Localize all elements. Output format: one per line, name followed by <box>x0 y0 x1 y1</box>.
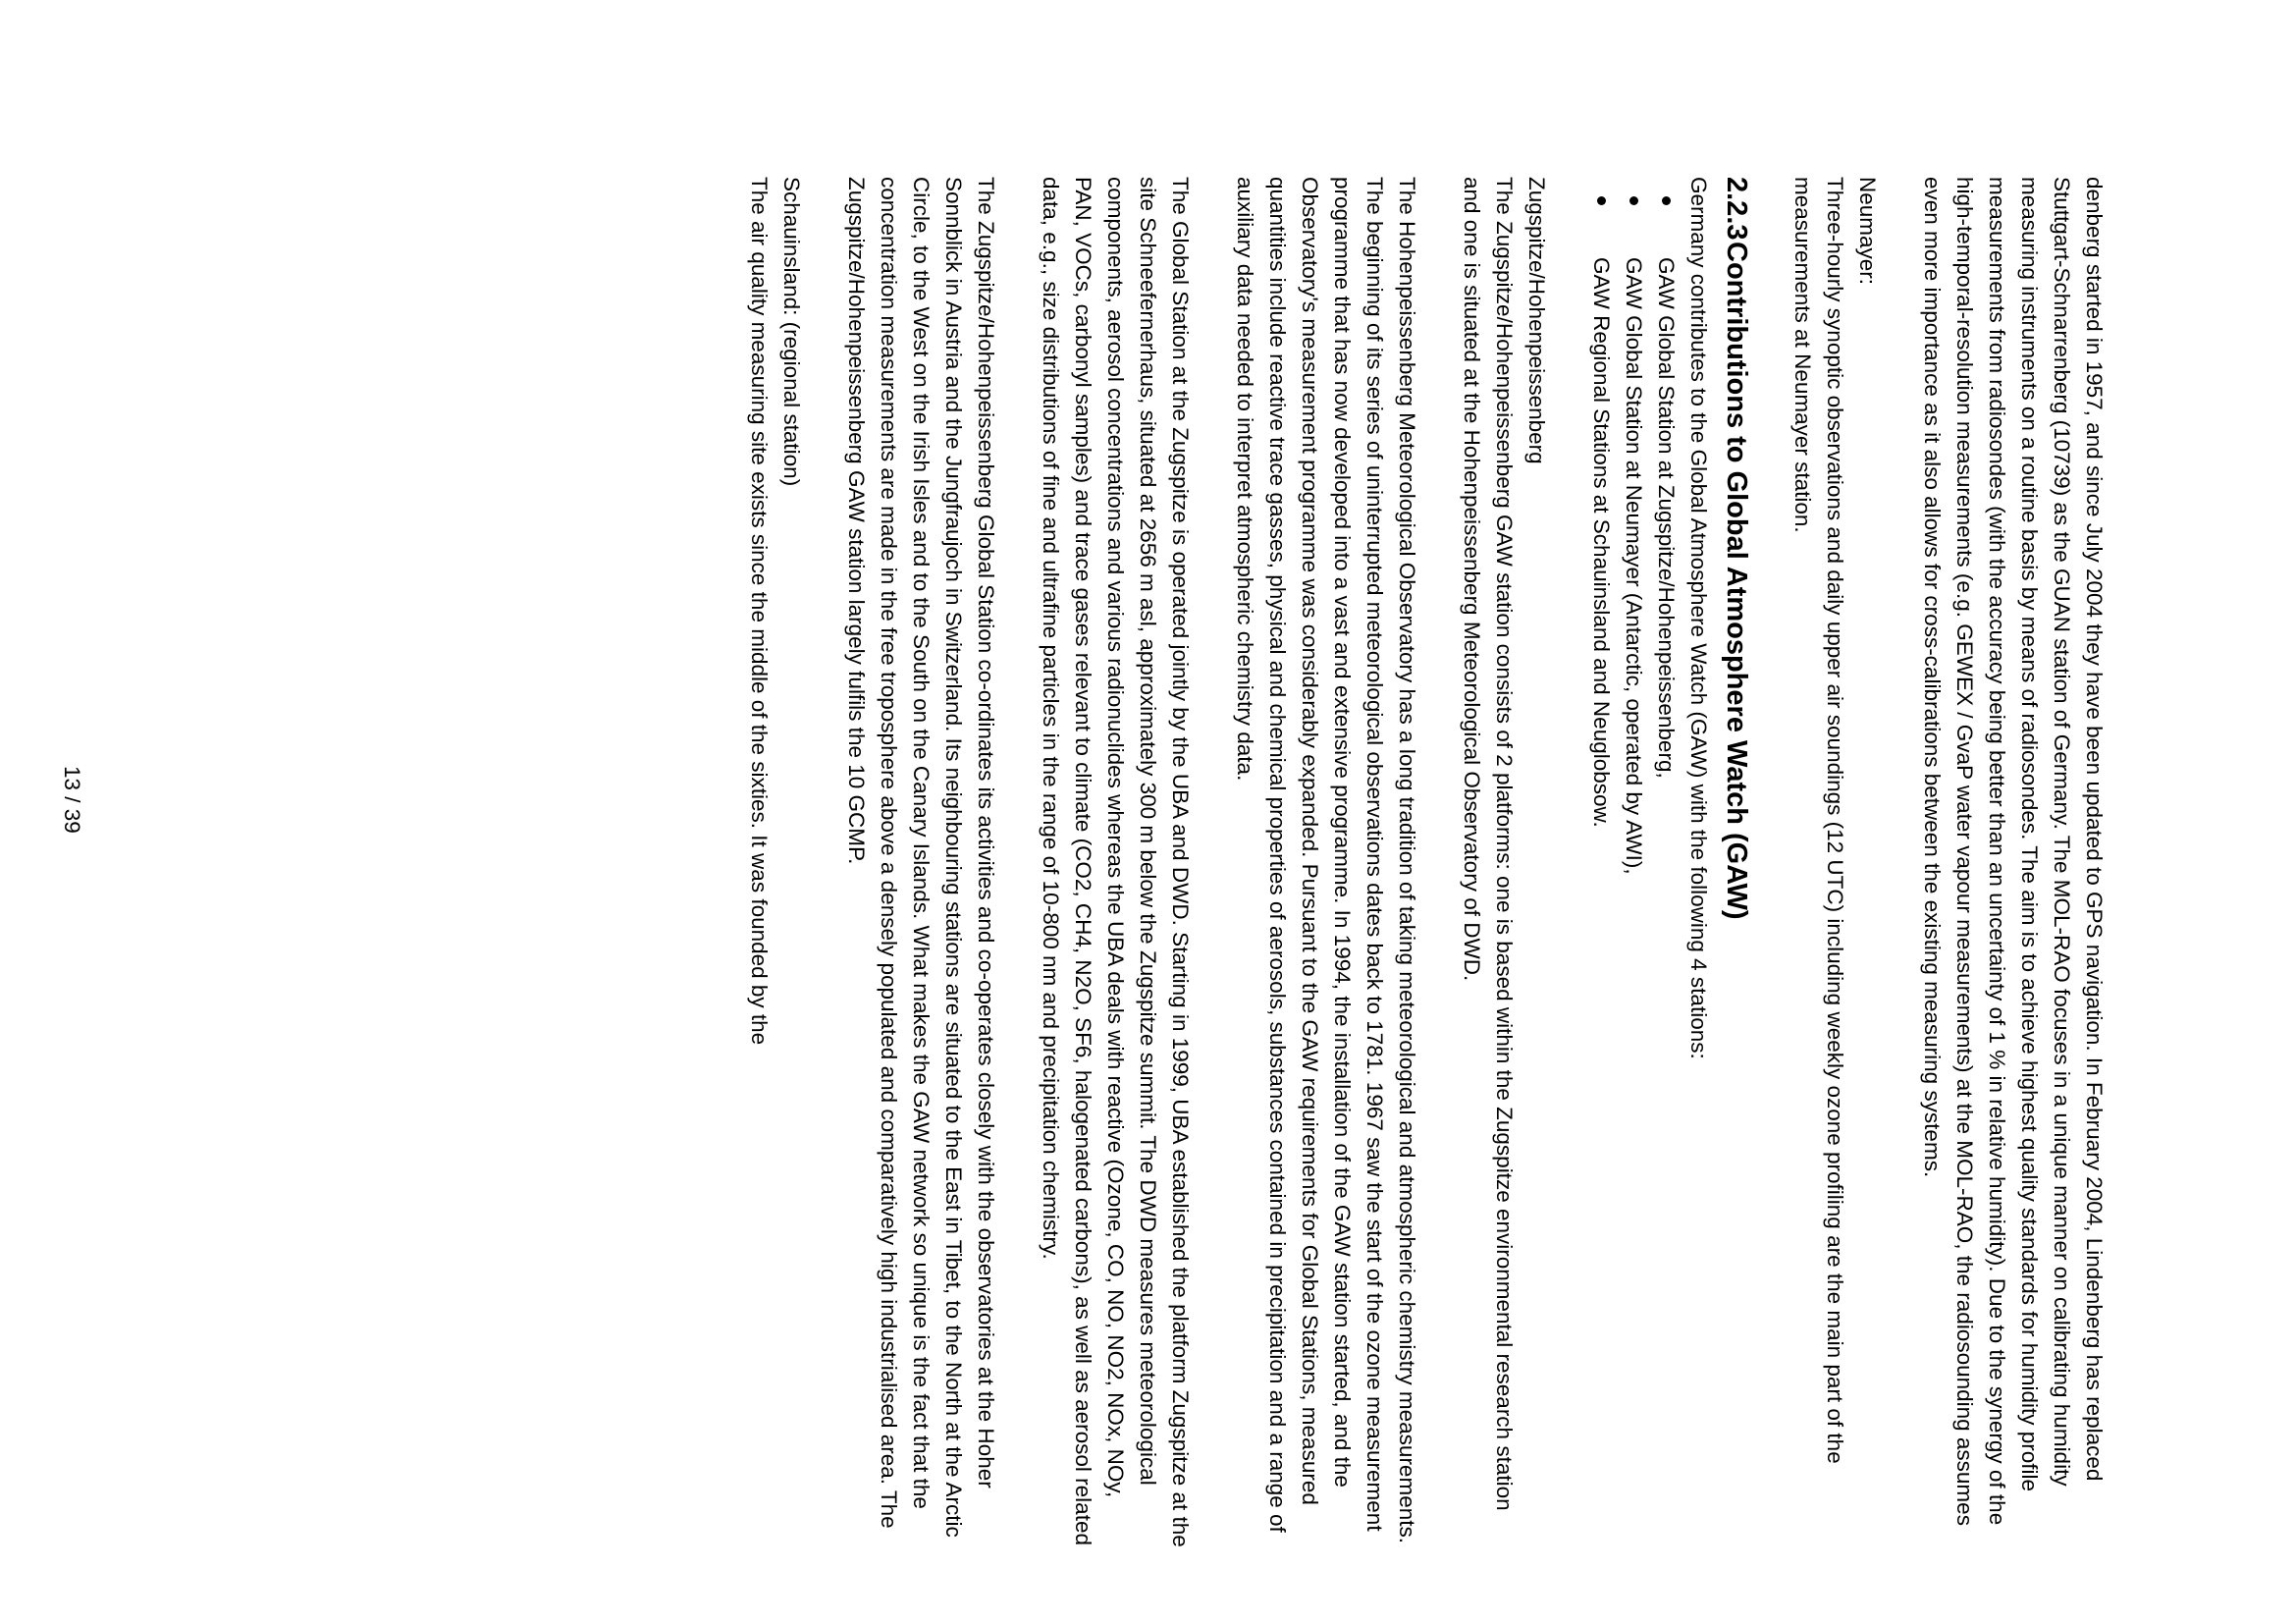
station-list <box>1585 177 1682 1551</box>
neumayer-text: Three-hourly synoptic observations and daily upper air soundings (12 UTC) including weekly ozone profiling are the main part of the measurements at Neumayer station. <box>1790 177 1847 1464</box>
page-number: 13 / 39 <box>60 766 84 834</box>
list-item <box>1618 177 1650 1551</box>
zugspitze-title: Zugspitze/Hohenpeissenberg <box>1524 177 1549 464</box>
bullet-icon <box>1629 196 1638 205</box>
global-station-paragraph: The Global Station at the Zugspitze is operated jointly by the UBA and DWD. Starting in 1999, UBA established the platform Zugspitze at the site Schneefernerhaus, situated at 2656 m asl, approximately 300 m below the Zugspitze summit. The DWD measures meteorological components, aerosol concentrations and various radionuclides whereas the UBA deals with reactive (Ozone, CO, NO, NO2, NOx, NOy, PAN, VOCs, carbonyl samples) and trace gases relevant to climate (CO2, CH4, N2O, SF6, halogenated carbons), as well as aerosol related data, e.g., size distributions of fine and ultrafine particles in the range of 10-800 nm and precipitation chemistry. <box>1039 177 1193 1547</box>
hohenpeissenberg-paragraph: The Hohenpeissenberg Meteorological Observatory has a long tradition of taking meteorological and atmospheric chemistry measurements. The beginning of its series of uninterrupted meteorological observations dates back to 1781. 1967 saw the start of the ozone measurement programme that has now developed into a vast and extensive programme. In 1994, the installation of the GAW station started, and the Observatory's measurement programme was considerably expanded. Pursuant to the GAW requirements for Global Stations, measured quantities include reactive trace gasses, physical and chemical properties of aerosols, substances contained in precipitation and a range of auxiliary data needed to interpret atmospheric chemistry data. <box>1233 177 1419 1543</box>
schauinsland-text: The air quality measuring site exists since the middle of the sixties. It was founded by the <box>747 177 772 1046</box>
list-item <box>1585 177 1618 1551</box>
list-item-text: GAW Global Station at Zugspitze/Hohenpeissenberg, <box>1654 257 1679 779</box>
intro-paragraph: denberg started in 1957, and since July 2004 they have been updated to GPS navigation. In February 2004, Lindenberg has replaced Stuttgart-Schnarrenberg (10739) as the GUAN station of Germany. The MOL-RAO focuses in a unique manner on calibrating humidity measuring instruments on a routine basis by means of radiosondes. The aim is to achieve highest quality standards for humidity profile measurements from radiosondes (with the accuracy being better than an uncertainty of 1 % in relative humidity). Due to the synergy of the high-temporal-resolution measurements (e.g. GEWEX / GvaP water vapour measurements) at the MOL-RAO, the radiosounding assumes even more importance as it also allows for cross-calibrations between the existing measuring systems. <box>1920 177 2107 1526</box>
coordination-paragraph: The Zugspitze/Hohenpeissenberg Global Station co-ordinates its activities and co-operates closely with the observatories at the Hoher Sonnblick in Austria and the Jungfraujoch in Switzerland. Its neighbouring stations are situated to the East in Tibet, to the North at the Arctic Circle, to the West on the Irish Isles and to the South on the Canary Islands. What makes the GAW network so unique is the fact that the concentration measurements are made in the free troposphere above a densely populated and comparatively high industrialised area. The Zugspitze/Hohenpeissenberg GAW station largely fulfils the 10 GCMP. <box>844 177 998 1538</box>
gaw-intro: Germany contributes to the Global Atmosphere Watch (GAW) with the following 4 stations: <box>1686 177 1711 1059</box>
neumayer-section <box>1787 177 1884 1551</box>
bullet-icon <box>1662 196 1671 205</box>
section-number: 2.2.3 <box>1721 177 1752 241</box>
section-title: Contributions to Global Atmosphere Watch (GAW) <box>1721 242 1752 920</box>
list-item <box>1650 177 1682 1551</box>
zugspitze-section <box>1456 177 1553 1551</box>
list-item-text: GAW Regional Stations at Schauinsland and Neuglobsow. <box>1589 257 1614 828</box>
schauinsland-section <box>743 177 808 1551</box>
section-heading <box>1719 177 1754 1551</box>
list-item-text: GAW Global Station at Neumayer (Antarctic, operated by AWI), <box>1622 257 1646 875</box>
neumayer-title: Neumayer: <box>1855 177 1880 286</box>
bullet-icon <box>1597 196 1606 205</box>
zugspitze-text: The Zugspitze/Hohenpeissenberg GAW station consists of 2 platforms: one is based within the Zugspitze environmental research station and one is situated at the Hohenpeissenberg Meteorological Observatory of DWD. <box>1460 177 1517 1511</box>
document-page <box>711 177 2110 1551</box>
schauinsland-title: Schauinsland: (regional station) <box>779 177 804 487</box>
